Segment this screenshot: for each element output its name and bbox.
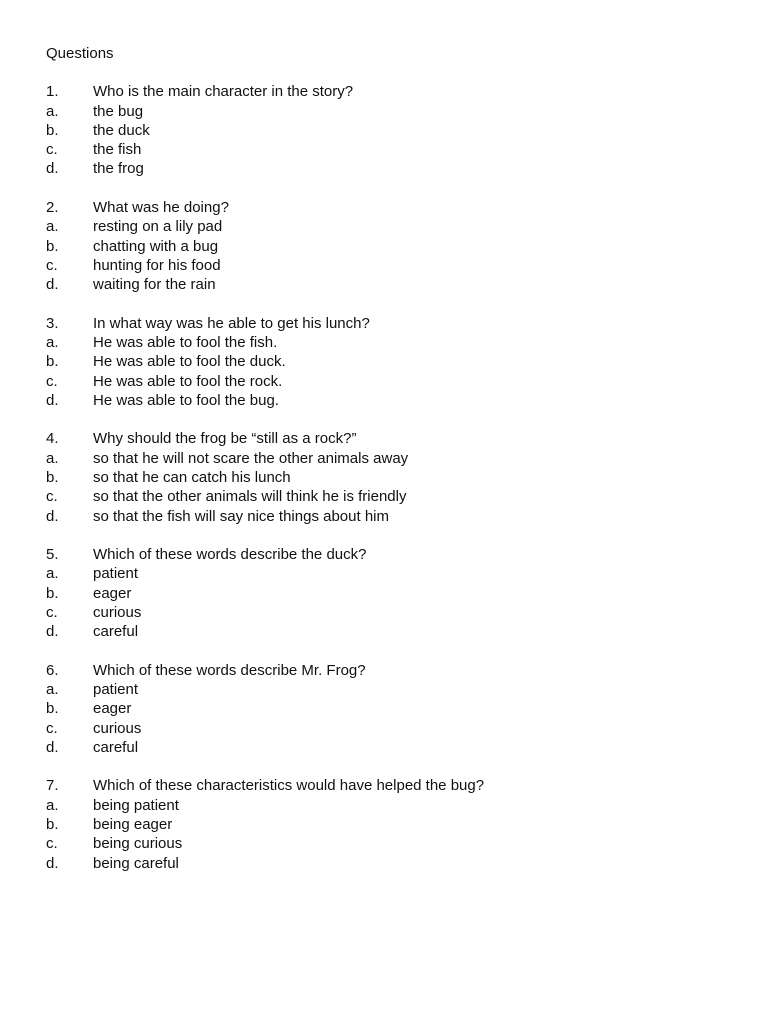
question-row [46,661,736,680]
question-row [46,314,736,333]
question-number: 3. [46,314,59,332]
option-letter: c. [46,835,58,853]
option-letter: a. [46,680,59,698]
question-text: In what way was he able to get his lunch? [93,314,370,332]
question-list [46,82,736,873]
option-text: the duck [93,121,150,139]
answer-option [46,449,736,468]
option-text: He was able to fool the fish. [93,333,278,351]
option-letter: a. [46,333,59,351]
answer-option [46,507,736,526]
answer-option [46,121,736,140]
question-row [46,776,736,795]
option-text: so that the fish will say nice things about him [93,507,389,525]
question-number: 4. [46,430,59,448]
option-letter: a. [46,102,59,120]
question-row [46,82,736,101]
option-text: resting on a lily pad [93,218,223,236]
page-heading: Questions [46,45,114,62]
option-letter: a. [46,449,59,467]
option-letter: d. [46,623,59,641]
option-text: so that he can catch his lunch [93,468,291,486]
option-letter: a. [46,218,59,236]
answer-option [46,275,736,294]
answer-option [46,584,736,603]
question-text: Which of these characteristics would have helped the bug? [93,777,485,795]
answer-option [46,468,736,487]
question-text: Which of these words describe the duck? [93,545,367,563]
option-letter: b. [46,584,59,602]
answer-option [46,140,736,159]
question-text: Why should the frog be “still as a rock?” [93,430,357,448]
option-letter: c. [46,603,58,621]
option-text: being eager [93,815,173,833]
question-block [46,776,736,872]
option-text: the fish [93,141,142,159]
answer-option [46,699,736,718]
option-letter: b. [46,700,59,718]
question-number: 7. [46,777,59,795]
option-letter: a. [46,796,59,814]
answer-option [46,564,736,583]
option-letter: d. [46,391,59,409]
option-letter: b. [46,353,59,371]
document-page [46,44,736,892]
option-text: being careful [93,854,179,872]
question-block [46,661,736,757]
question-number: 1. [46,83,59,101]
answer-option [46,854,736,873]
option-text: careful [93,623,139,641]
option-text: being patient [93,796,179,814]
option-text: patient [93,565,139,583]
option-text: so that the other animals will think he is friendly [93,488,407,506]
question-block [46,429,736,525]
option-letter: c. [46,256,58,274]
answer-option [46,815,736,834]
option-letter: c. [46,141,58,159]
option-letter: c. [46,719,58,737]
answer-option [46,719,736,738]
option-letter: b. [46,468,59,486]
answer-option [46,372,736,391]
answer-option [46,796,736,815]
option-letter: d. [46,854,59,872]
question-row [46,198,736,217]
option-letter: d. [46,276,59,294]
answer-option [46,391,736,410]
question-block [46,545,736,641]
question-block [46,82,736,178]
answer-option [46,237,736,256]
option-text: curious [93,719,142,737]
question-text: What was he doing? [93,198,229,216]
option-letter: a. [46,565,59,583]
option-letter: c. [46,488,58,506]
question-number: 2. [46,198,59,216]
answer-option [46,159,736,178]
question-block [46,198,736,294]
option-text: being curious [93,835,183,853]
answer-option [46,487,736,506]
option-letter: c. [46,372,58,390]
answer-option [46,622,736,641]
answer-option [46,834,736,853]
option-text: careful [93,738,139,756]
option-text: chatting with a bug [93,237,219,255]
option-text: eager [93,584,132,602]
option-text: hunting for his food [93,256,221,274]
answer-option [46,102,736,121]
option-text: curious [93,603,142,621]
answer-option [46,256,736,275]
option-text: He was able to fool the bug. [93,391,279,409]
answer-option [46,333,736,352]
option-text: He was able to fool the duck. [93,353,286,371]
answer-option [46,352,736,371]
option-text: the frog [93,160,144,178]
answer-option [46,738,736,757]
option-letter: d. [46,507,59,525]
answer-option [46,217,736,236]
answer-option [46,680,736,699]
option-letter: d. [46,160,59,178]
option-text: so that he will not scare the other animals away [93,449,409,467]
question-row [46,429,736,448]
question-row [46,545,736,564]
option-letter: b. [46,237,59,255]
option-text: He was able to fool the rock. [93,372,283,390]
question-text: Which of these words describe Mr. Frog? [93,661,366,679]
option-text: patient [93,680,139,698]
option-text: waiting for the rain [93,276,216,294]
option-letter: b. [46,815,59,833]
answer-option [46,603,736,622]
option-letter: b. [46,121,59,139]
question-block [46,314,736,410]
option-text: the bug [93,102,144,120]
question-number: 5. [46,545,59,563]
question-number: 6. [46,661,59,679]
option-letter: d. [46,738,59,756]
option-text: eager [93,700,132,718]
question-text: Who is the main character in the story? [93,83,354,101]
